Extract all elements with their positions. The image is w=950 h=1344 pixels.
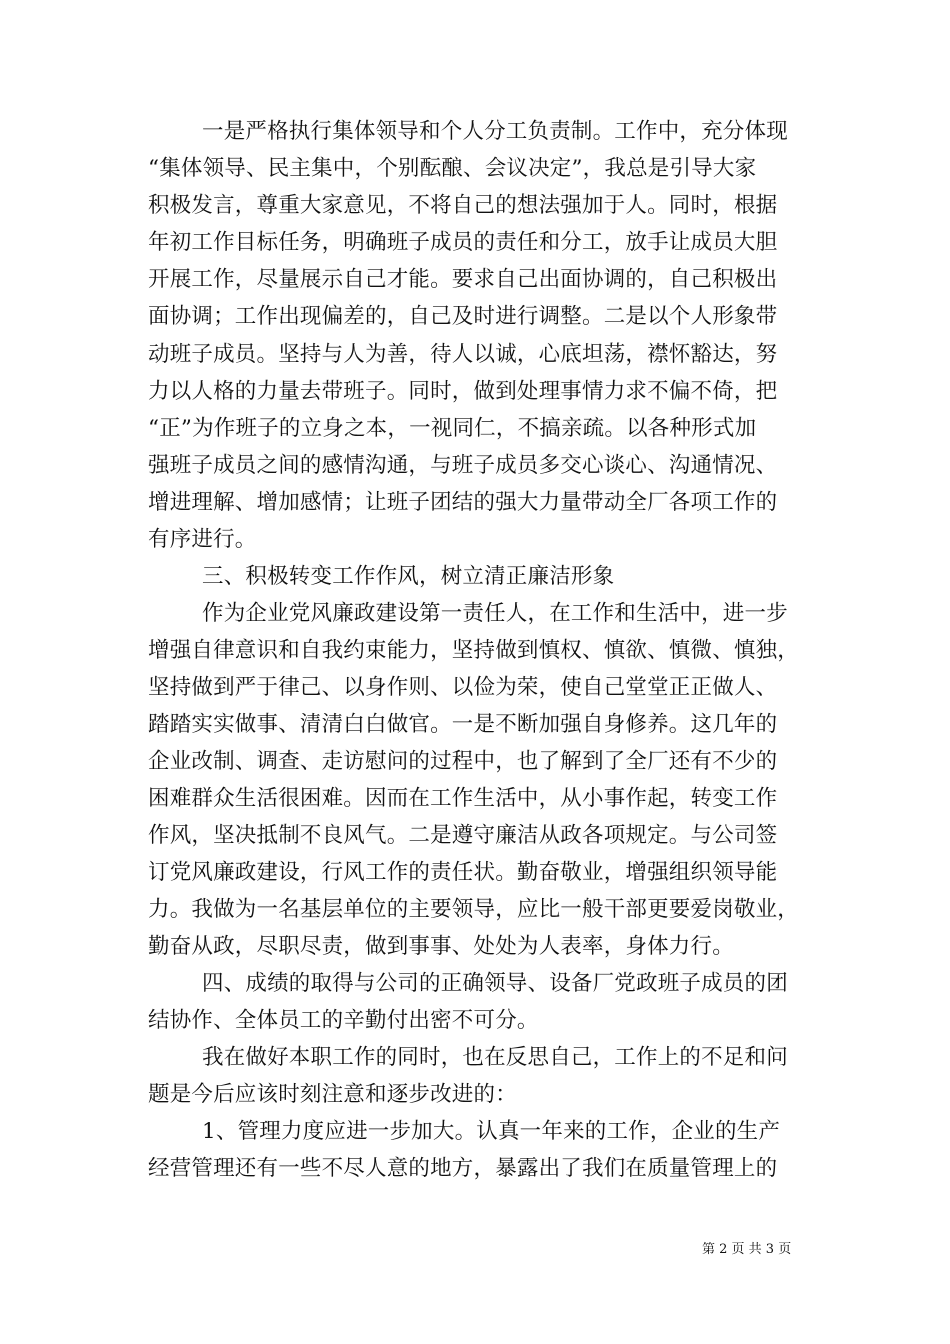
text-line: 结协作、全体员工的辛勤付出密不可分。 — [148, 1008, 539, 1033]
text-line: 强班子成员之间的感情沟通，与班子成员多交心谈心、沟通情况、 — [148, 453, 778, 478]
text-line: 增进理解、增加感情；让班子团结的强大力量带动全厂各项工作的 — [148, 490, 778, 515]
text-line: 动班子成员。坚持与人为善，待人以诚，心底坦荡，襟怀豁达，努 — [148, 342, 778, 367]
section-heading: 三、积极转变工作作风，树立清正廉洁形象 — [202, 564, 615, 589]
text-line: 踏踏实实做事、清清白白做官。一是不断加强自身修养。这几年的 — [148, 712, 778, 737]
text-line: 作为企业党风廉政建设第一责任人，在工作和生活中，进一步 — [202, 601, 788, 626]
text-line: 四、成绩的取得与公司的正确领导、设备厂党政班子成员的团 — [202, 971, 788, 996]
text-line: 年初工作目标任务，明确班子成员的责任和分工，放手让成员大胆 — [148, 230, 778, 255]
text-line: “正”为作班子的立身之本，一视同仁，不搞亲疏。以各种形式加 — [148, 416, 757, 441]
page-number: 第 2 页 共 3 页 — [702, 1242, 792, 1257]
text-line: 1、管理力度应进一步加大。认真一年来的工作，企业的生产 — [202, 1119, 781, 1144]
text-line: 题是今后应该时刻注意和逐步改进的： — [148, 1082, 517, 1107]
text-line: 企业改制、调查、走访慰问的过程中，也了解到了全厂还有不少的 — [148, 749, 778, 774]
text-line: 勤奋从政，尽职尽责，做到事事、处处为人表率，身体力行。 — [148, 934, 734, 959]
text-line: 我在做好本职工作的同时，也在反思自己，工作上的不足和问 — [202, 1045, 788, 1070]
text-line: 经营管理还有一些不尽人意的地方，暴露出了我们在质量管理上的 — [148, 1156, 778, 1181]
text-line: 坚持做到严于律己、以身作则、以俭为荣，使自己堂堂正正做人、 — [148, 675, 778, 700]
text-line: “集体领导、民主集中，个别酝酿、会议决定”，我总是引导大家 — [148, 156, 757, 181]
text-line: 一是严格执行集体领导和个人分工负责制。工作中，充分体现 — [202, 119, 788, 144]
text-line: 订党风廉政建设，行风工作的责任状。勤奋敬业，增强组织领导能 — [148, 860, 778, 885]
text-line: 力以人格的力量去带班子。同时，做到处理事情力求不偏不倚，把 — [148, 379, 778, 404]
text-line: 力。我做为一名基层单位的主要领导，应比一般干部更要爱岗敬业， — [148, 897, 800, 922]
text-line: 积极发言，尊重大家意见，不将自己的想法强加于人。同时，根据 — [148, 193, 778, 218]
text-line: 困难群众生活很困难。因而在工作生活中，从小事作起，转变工作 — [148, 786, 778, 811]
text-line: 作风，坚决抵制不良风气。二是遵守廉洁从政各项规定。与公司签 — [148, 823, 778, 848]
text-line: 面协调；工作出现偏差的，自己及时进行调整。二是以个人形象带 — [148, 304, 778, 329]
text-line: 开展工作，尽量展示自己才能。要求自己出面协调的，自己积极出 — [148, 267, 778, 292]
text-line: 有序进行。 — [148, 527, 257, 552]
text-line: 增强自律意识和自我约束能力，坚持做到慎权、慎欲、慎微、慎独， — [148, 638, 800, 663]
